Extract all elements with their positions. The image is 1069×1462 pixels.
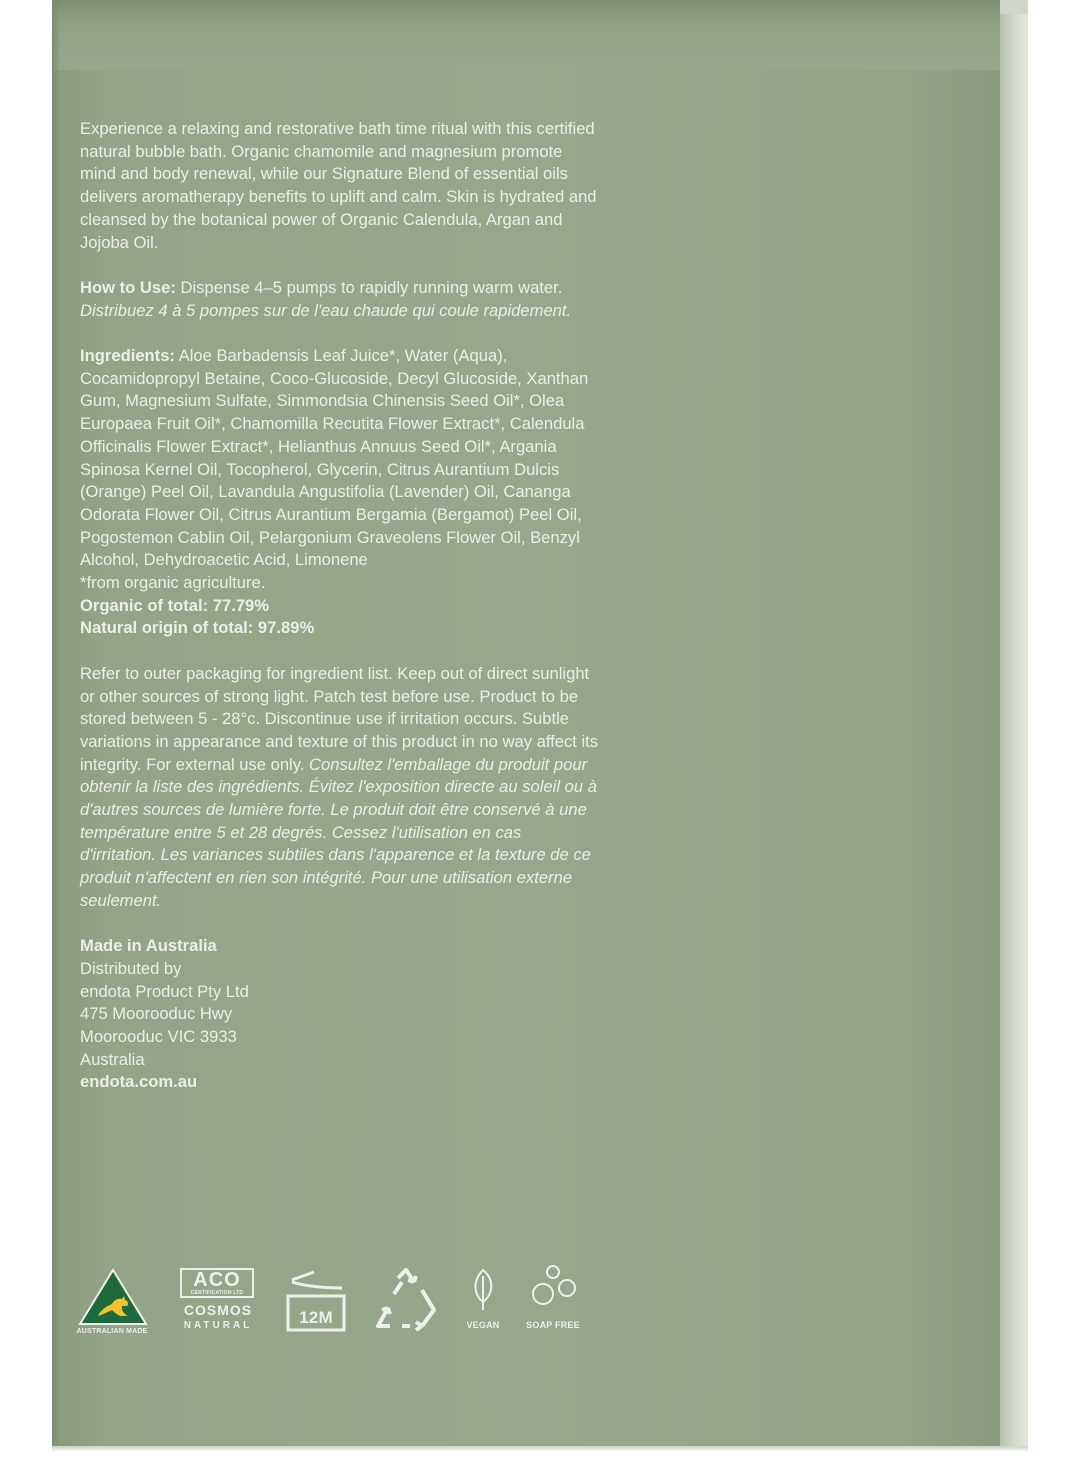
- soap-free-label: SOAP FREE: [526, 1320, 580, 1330]
- aco-subtext: CERTIFICATION LTD: [190, 1290, 244, 1296]
- recycle-icon: [372, 1268, 440, 1334]
- how-to-use-fr: Distribuez 4 à 5 pompes sur de l'eau chaude qui coule rapidement.: [80, 300, 572, 320]
- ingredients-label: Ingredients:: [80, 346, 175, 365]
- country: Australia: [80, 1049, 145, 1069]
- how-to-use-label: How to Use:: [80, 277, 176, 297]
- made-in: Made in Australia: [80, 936, 217, 956]
- box-bottom-edge: [52, 1446, 1028, 1452]
- bubbles-icon: [523, 1262, 583, 1312]
- street: 475 Moorooduc Hwy: [80, 1004, 233, 1024]
- pao-text: 12M: [299, 1308, 333, 1327]
- label-text: [80, 118, 600, 1094]
- organic-percent: Organic of total: 77.79%: [80, 595, 270, 615]
- ingredients-list: Aloe Barbadensis Leaf Juice*, Water (Aqua), Cocamidopropyl Betaine, Coco-Glucoside, Decyl Glucoside, Xanthan Gum, Magnesium Sulfate, Simmondsia Chinensis Seed Oil*, Olea Europaea Fruit Oil*, Chamomilla Recutita Flower Extract*, Calendula Officinalis Flower Extract*, Helianthus Annuus Seed Oil*, Argania Spinosa Kernel Oil, Tocopherol, Glycerin, Citrus Aurantium Dulcis (Orange) Peel Oil, Lavandula Angustifolia (Lavender) Oil, Cananga Odorata Flower Oil, Citrus Aurantium Bergamia (Bergamot) Peel Oil, Pogostemon Cablin Oil, Pelargonium Graveolens Flower Oil, Benzyl Alcohol, Dehydroacetic Acid, Limonene: [80, 346, 589, 570]
- vegan-label: VEGAN: [466, 1320, 500, 1330]
- recycle-badge: [372, 1268, 442, 1338]
- how-to-use-en: Dispense 4–5 pumps to rapidly running warm water.: [175, 277, 563, 297]
- how-to-use: [80, 277, 600, 322]
- australian-made-label: AUSTRALIAN MADE: [76, 1328, 148, 1335]
- ingredients: [80, 345, 600, 572]
- warnings: [80, 663, 600, 913]
- box-side-panel: [1000, 14, 1028, 1448]
- aco-text: ACO: [193, 1269, 241, 1291]
- company: endota Product Pty Ltd: [80, 981, 249, 1001]
- box-left-edge: [52, 0, 60, 1448]
- city: Moorooduc VIC 3933: [80, 1027, 237, 1047]
- cosmos-text: COSMOS: [183, 1302, 253, 1318]
- soap-free-badge: [518, 1262, 588, 1342]
- natural-percent: Natural origin of total: 97.89%: [80, 618, 315, 638]
- pao-badge: [284, 1270, 354, 1340]
- warnings-en: Refer to outer packaging for ingredient list. Keep out of direct sunlight or other sources of strong light. Patch test before use. Product to be stored between 5 - 28°c. Discontinue use if irritation occurs. Subtle variations in appearance and texture of this product in no way affect its integrity. For external use only.: [80, 663, 599, 774]
- australian-made-badge: [78, 1268, 154, 1344]
- vegan-badge: [458, 1268, 508, 1338]
- warnings-fr: Consultez l'emballage du produit pour obtenir la liste des ingrédients. Évitez l'exposition directe au soleil ou à d'autres sources de lumière forte. Le produit doit être conservé à une température entre 5 et 28 degrés. Cessez l'utilisation en cas d'irritation. Les variances subtiles dans l'apparence et la texture de ce produit n'affectent en rien son intégrité. Pour une utilisation externe seulement.: [80, 754, 597, 910]
- box-top-flap: [1000, 0, 1028, 14]
- leaf-icon: [465, 1268, 501, 1312]
- ingredients-footnote: *from organic agriculture.: [80, 573, 266, 593]
- website: endota.com.au: [80, 1072, 198, 1092]
- description: Experience a relaxing and restorative bath time ritual with this certified natural bubble bath. Organic chamomile and magnesium promote mind and body renewal, while our Signature Blend of essential oils delivers aromatherapy benefits to uplift and calm. Skin is hydrated and cleansed by the botanical power of Organic Calendula, Argan and Jojoba Oil.: [80, 119, 597, 252]
- aco-logo: [180, 1268, 254, 1298]
- natural-text: NATURAL: [183, 1320, 253, 1331]
- aco-cosmos-badge: [178, 1268, 262, 1348]
- kangaroo-triangle-icon: [78, 1268, 148, 1334]
- badge-row: [78, 1262, 618, 1352]
- distributed-by: Distributed by: [80, 958, 182, 978]
- box-top-shadow: [52, 0, 1000, 70]
